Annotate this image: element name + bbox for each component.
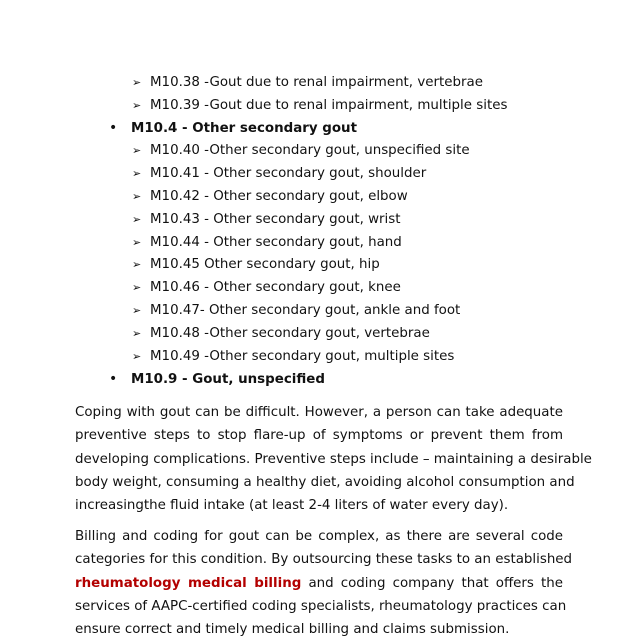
arrowhead-bullet-icon: ➢ — [132, 350, 142, 363]
paragraph-line: categories for this condition. By outsourcing these tasks to an established — [75, 552, 573, 568]
arrowhead-bullet-icon: ➢ — [132, 99, 142, 112]
paragraph-coping — [75, 401, 592, 517]
paragraph-line: Billing and coding for gout can be complex, as there are several code — [75, 529, 563, 544]
paragraph-line: developing complications. Preventive steps include – maintaining a desirable — [75, 451, 592, 467]
arrowhead-bullet-icon: ➢ — [132, 304, 142, 317]
paragraph-line: increasingthe fluid intake (at least 2-4 liters of water every day). — [75, 498, 509, 514]
list-item: ➢ M10.49 -Other secondary gout, multiple sites — [132, 349, 455, 364]
paragraph-line: body weight, consuming a healthy diet, avoiding alcohol consumption and — [75, 474, 575, 490]
paragraph-billing — [75, 525, 573, 641]
arrowhead-bullet-icon: ➢ — [132, 167, 142, 180]
round-bullet-icon: • — [109, 120, 118, 136]
list-item: ➢ M10.42 - Other secondary gout, elbow — [132, 189, 408, 204]
arrowhead-bullet-icon: ➢ — [132, 76, 142, 89]
list-item: ➢ M10.40 -Other secondary gout, unspecified site — [132, 143, 470, 158]
arrowhead-bullet-icon: ➢ — [132, 327, 142, 340]
list-item: ➢ M10.47- Other secondary gout, ankle and foot — [132, 303, 461, 318]
arrowhead-bullet-icon: ➢ — [132, 258, 142, 271]
paragraph-line: ensure correct and timely medical billing and claims submission. — [75, 622, 510, 638]
arrowhead-bullet-icon: ➢ — [132, 236, 142, 249]
arrowhead-bullet-icon: ➢ — [132, 213, 142, 226]
round-bullet-icon: • — [109, 371, 118, 387]
paragraph-line: services of AAPC-certified coding specialists, rheumatology practices can — [75, 598, 567, 614]
list-item: ➢ M10.41 - Other secondary gout, shoulder — [132, 166, 427, 181]
list-item: ➢ M10.48 -Other secondary gout, vertebrae — [132, 326, 430, 341]
rheumatology-billing-link[interactable]: rheumatology medical billing — [75, 575, 302, 591]
list-item: ➢ M10.43 - Other secondary gout, wrist — [132, 212, 401, 227]
list-heading-m10-9: • M10.9 - Gout, unspecified — [109, 371, 325, 387]
arrowhead-bullet-icon: ➢ — [132, 144, 142, 157]
list-item: ➢ M10.38 -Gout due to renal impairment, vertebrae — [132, 75, 483, 90]
list-item: ➢ M10.45 Other secondary gout, hip — [132, 257, 380, 272]
list-item: ➢ M10.44 - Other secondary gout, hand — [132, 235, 402, 250]
list-item: ➢ M10.46 - Other secondary gout, knee — [132, 280, 401, 295]
list-heading-m10-4: • M10.4 - Other secondary gout — [109, 120, 357, 136]
paragraph-line: Coping with gout can be difficult. However, a person can take adequate — [75, 405, 563, 420]
arrowhead-bullet-icon: ➢ — [132, 190, 142, 203]
list-item: ➢ M10.39 -Gout due to renal impairment, multiple sites — [132, 98, 508, 113]
arrowhead-bullet-icon: ➢ — [132, 281, 142, 294]
paragraph-line: preventive steps to stop flare-up of symptoms or prevent them from — [75, 428, 563, 444]
paragraph-line: rheumatology medical billing and coding company that offers the — [75, 575, 563, 591]
